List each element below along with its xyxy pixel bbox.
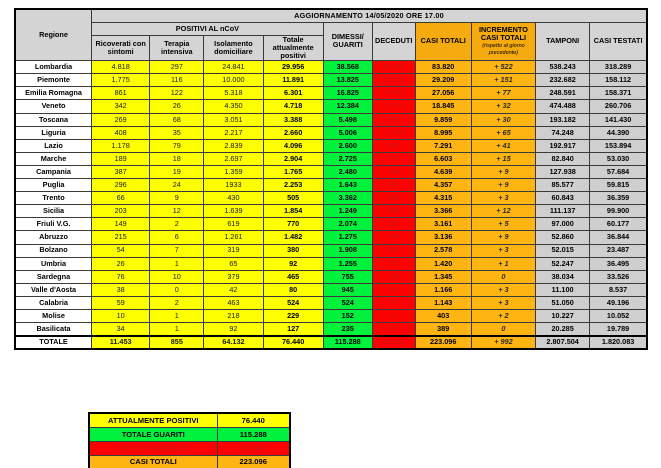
cell-incremento: + 2 — [471, 309, 535, 322]
cell-ricoverati: 76 — [92, 270, 150, 283]
cell-ricoverati: 387 — [92, 165, 150, 178]
cell-ricoverati: 149 — [92, 218, 150, 231]
cell-casi-totali: 9.859 — [415, 113, 471, 126]
cell-incremento: + 30 — [471, 113, 535, 126]
cell-terapia: 0 — [150, 283, 204, 296]
cell-casi-testati: 36.495 — [590, 257, 647, 270]
cell-regione: TOTALE — [15, 336, 92, 349]
cell-totale-att: 2.904 — [263, 152, 323, 165]
cell-totale-att: 29.956 — [263, 61, 323, 74]
cell-casi-testati: 33.526 — [590, 270, 647, 283]
header-casi-totali: CASI TOTALI — [415, 22, 471, 61]
summary-label: TOTALE DECEDUTI — [89, 441, 217, 455]
cell-ricoverati: 203 — [92, 205, 150, 218]
cell-isolamento: 10.000 — [204, 74, 263, 87]
cell-deceduti: 1.743 — [372, 100, 415, 113]
cell-ricoverati: 38 — [92, 283, 150, 296]
cell-regione: Friuli V.G. — [15, 218, 92, 231]
cell-incremento: 0 — [471, 270, 535, 283]
cell-tamponi: 85.577 — [536, 179, 590, 192]
cell-dimessi: 16.825 — [323, 87, 372, 100]
table-row — [15, 126, 647, 139]
cell-tamponi: 192.917 — [536, 139, 590, 152]
cell-incremento: + 15 — [471, 152, 535, 165]
cell-incremento: + 9 — [471, 165, 535, 178]
table-row — [15, 309, 647, 322]
cell-dimessi: 5.498 — [323, 113, 372, 126]
summary-body — [89, 413, 290, 468]
cell-isolamento: 619 — [204, 218, 263, 231]
cell-dimessi: 2.725 — [323, 152, 372, 165]
summary-row — [89, 413, 290, 427]
cell-incremento: + 522 — [471, 61, 535, 74]
cell-dimessi: 524 — [323, 296, 372, 309]
cell-casi-testati: 44.390 — [590, 126, 647, 139]
cell-dimessi: 755 — [323, 270, 372, 283]
cell-totale-att: 4.718 — [263, 100, 323, 113]
cell-casi-testati: 19.789 — [590, 323, 647, 336]
cell-terapia: 6 — [150, 231, 204, 244]
cell-ricoverati: 215 — [92, 231, 150, 244]
cell-incremento: + 151 — [471, 74, 535, 87]
cell-incremento: + 3 — [471, 192, 535, 205]
header-ricoverati: Ricoverati con sintomi — [92, 35, 150, 61]
cell-incremento: + 65 — [471, 126, 535, 139]
cell-casi-testati: 57.684 — [590, 165, 647, 178]
cell-casi-totali: 389 — [415, 323, 471, 336]
cell-ricoverati: 4.818 — [92, 61, 150, 74]
cell-regione: Puglia — [15, 179, 92, 192]
cell-casi-totali: 1.166 — [415, 283, 471, 296]
cell-casi-totali: 8.995 — [415, 126, 471, 139]
cell-deceduti: 31.368 — [372, 336, 415, 349]
cell-tamponi: 2.807.504 — [536, 336, 590, 349]
table-row — [15, 231, 647, 244]
cell-casi-testati: 1.820.083 — [590, 336, 647, 349]
cell-dimessi: 152 — [323, 309, 372, 322]
cell-casi-totali: 3.366 — [415, 205, 471, 218]
cell-incremento: + 32 — [471, 100, 535, 113]
table-row — [15, 100, 647, 113]
table-row — [15, 179, 647, 192]
table-row-totale — [15, 336, 647, 349]
cell-terapia: 26 — [150, 100, 204, 113]
cell-tamponi: 248.591 — [536, 87, 590, 100]
table-row — [15, 296, 647, 309]
cell-dimessi: 5.006 — [323, 126, 372, 139]
cell-casi-totali: 27.056 — [415, 87, 471, 100]
table-row — [15, 270, 647, 283]
cell-casi-testati: 158.112 — [590, 74, 647, 87]
table-row — [15, 165, 647, 178]
cell-incremento: + 41 — [471, 139, 535, 152]
cell-isolamento: 2.697 — [204, 152, 263, 165]
table-header — [15, 9, 647, 61]
cell-tamponi: 127.938 — [536, 165, 590, 178]
cell-terapia: 116 — [150, 74, 204, 87]
cell-dimessi: 12.384 — [323, 100, 372, 113]
cell-tamponi: 11.100 — [536, 283, 590, 296]
cell-casi-testati: 23.487 — [590, 244, 647, 257]
cell-totale-att: 229 — [263, 309, 323, 322]
cell-casi-testati: 36.359 — [590, 192, 647, 205]
cell-ricoverati: 34 — [92, 323, 150, 336]
cell-ricoverati: 296 — [92, 179, 150, 192]
cell-tamponi: 10.227 — [536, 309, 590, 322]
cell-isolamento: 5.318 — [204, 87, 263, 100]
cell-totale-att: 92 — [263, 257, 323, 270]
cell-regione: Sicilia — [15, 205, 92, 218]
cell-regione: Umbria — [15, 257, 92, 270]
cell-totale-att: 127 — [263, 323, 323, 336]
table-row — [15, 283, 647, 296]
cell-ricoverati: 54 — [92, 244, 150, 257]
cell-incremento: 0 — [471, 323, 535, 336]
header-isolamento: Isolamento domiciliare — [204, 35, 263, 61]
table-row — [15, 152, 647, 165]
cell-regione: Lombardia — [15, 61, 92, 74]
table-row — [15, 244, 647, 257]
cell-terapia: 19 — [150, 165, 204, 178]
cell-tamponi: 82.840 — [536, 152, 590, 165]
cell-regione: Liguria — [15, 126, 92, 139]
table-row — [15, 61, 647, 74]
cell-ricoverati: 26 — [92, 257, 150, 270]
summary-box — [88, 412, 291, 468]
cell-isolamento: 463 — [204, 296, 263, 309]
cell-regione: Sardegna — [15, 270, 92, 283]
regional-covid-table — [14, 8, 648, 350]
cell-casi-totali: 223.096 — [415, 336, 471, 349]
cell-incremento: + 3 — [471, 296, 535, 309]
cell-tamponi: 193.182 — [536, 113, 590, 126]
cell-totale-att: 11.891 — [263, 74, 323, 87]
cell-casi-testati: 158.371 — [590, 87, 647, 100]
summary-label: ATTUALMENTE POSITIVI — [89, 413, 217, 427]
cell-isolamento: 3.051 — [204, 113, 263, 126]
cell-terapia: 122 — [150, 87, 204, 100]
cell-dimessi: 13.825 — [323, 74, 372, 87]
cell-deceduti: 595 — [372, 139, 415, 152]
cell-terapia: 24 — [150, 179, 204, 192]
cell-tamponi: 20.285 — [536, 323, 590, 336]
cell-terapia: 35 — [150, 126, 204, 139]
cell-isolamento: 4.350 — [204, 100, 263, 113]
table-row — [15, 257, 647, 270]
cell-terapia: 12 — [150, 205, 204, 218]
cell-casi-totali: 2.578 — [415, 244, 471, 257]
summary-value: 223.096 — [217, 455, 290, 468]
summary-value: 31.368 — [217, 441, 290, 455]
header-incremento-label: INCREMENTO CASI TOTALI — [478, 24, 528, 43]
table-row — [15, 205, 647, 218]
cell-regione: Campania — [15, 165, 92, 178]
cell-totale-att: 465 — [263, 270, 323, 283]
cell-terapia: 2 — [150, 218, 204, 231]
cell-ricoverati: 11.453 — [92, 336, 150, 349]
table-row — [15, 113, 647, 126]
cell-casi-testati: 153.894 — [590, 139, 647, 152]
table-row — [15, 74, 647, 87]
cell-casi-totali: 1.420 — [415, 257, 471, 270]
cell-deceduti: 3.493 — [372, 74, 415, 87]
cell-terapia: 10 — [150, 270, 204, 283]
cell-totale-att: 1.854 — [263, 205, 323, 218]
cell-casi-testati: 260.706 — [590, 100, 647, 113]
cell-casi-testati: 141.430 — [590, 113, 647, 126]
cell-casi-totali: 29.209 — [415, 74, 471, 87]
cell-totale-att: 505 — [263, 192, 323, 205]
cell-dimessi: 1.275 — [323, 231, 372, 244]
cell-tamponi: 52.247 — [536, 257, 590, 270]
cell-casi-testati: 49.196 — [590, 296, 647, 309]
cell-tamponi: 60.843 — [536, 192, 590, 205]
cell-isolamento: 218 — [204, 309, 263, 322]
cell-regione: Veneto — [15, 100, 92, 113]
cell-totale-att: 380 — [263, 244, 323, 257]
cell-isolamento: 2.217 — [204, 126, 263, 139]
header-dimessi-guariti: DIMESSI/ GUARITI — [323, 22, 372, 61]
cell-incremento: + 12 — [471, 205, 535, 218]
table-row — [15, 323, 647, 336]
cell-terapia: 7 — [150, 244, 204, 257]
cell-incremento: + 1 — [471, 257, 535, 270]
cell-ricoverati: 342 — [92, 100, 150, 113]
cell-isolamento: 319 — [204, 244, 263, 257]
cell-totale-att: 1.482 — [263, 231, 323, 244]
cell-casi-totali: 403 — [415, 309, 471, 322]
cell-dimessi: 1.643 — [323, 179, 372, 192]
cell-tamponi: 51.050 — [536, 296, 590, 309]
cell-totale-att: 6.301 — [263, 87, 323, 100]
cell-deceduti: 379 — [372, 231, 415, 244]
cell-dimessi: 2.074 — [323, 218, 372, 231]
cell-isolamento: 65 — [204, 257, 263, 270]
cell-dimessi: 235 — [323, 323, 372, 336]
cell-casi-totali: 4.357 — [415, 179, 471, 192]
cell-regione: Abruzzo — [15, 231, 92, 244]
cell-deceduti: 1.329 — [372, 126, 415, 139]
cell-totale-att: 1.765 — [263, 165, 323, 178]
cell-terapia: 68 — [150, 113, 204, 126]
cell-casi-totali: 1.345 — [415, 270, 471, 283]
cell-deceduti: 461 — [372, 179, 415, 192]
cell-totale-att: 524 — [263, 296, 323, 309]
cell-casi-totali: 18.845 — [415, 100, 471, 113]
cell-tamponi: 38.034 — [536, 270, 590, 283]
header-regione: Regione — [15, 9, 92, 61]
cell-totale-att: 4.096 — [263, 139, 323, 152]
table-body — [15, 61, 647, 349]
summary-row — [89, 427, 290, 441]
cell-dimessi: 1.255 — [323, 257, 372, 270]
cell-regione: Calabria — [15, 296, 92, 309]
cell-regione: Valle d'Aosta — [15, 283, 92, 296]
header-positivi-group: POSITIVI AL nCoV — [92, 22, 324, 35]
table-row — [15, 139, 647, 152]
table-row — [15, 87, 647, 100]
cell-totale-att: 76.440 — [263, 336, 323, 349]
cell-deceduti: 73 — [372, 257, 415, 270]
cell-incremento: + 992 — [471, 336, 535, 349]
cell-terapia: 1 — [150, 323, 204, 336]
cell-ricoverati: 1.775 — [92, 74, 150, 87]
cell-dimessi: 1.908 — [323, 244, 372, 257]
cell-deceduti: 317 — [372, 218, 415, 231]
cell-totale-att: 3.388 — [263, 113, 323, 126]
cell-deceduti: 141 — [372, 283, 415, 296]
cell-deceduti: 3.930 — [372, 87, 415, 100]
cell-dimessi: 2.480 — [323, 165, 372, 178]
cell-dimessi: 115.288 — [323, 336, 372, 349]
cell-isolamento: 1.359 — [204, 165, 263, 178]
cell-casi-totali: 3.136 — [415, 231, 471, 244]
cell-casi-totali: 83.820 — [415, 61, 471, 74]
cell-deceduti: 95 — [372, 296, 415, 309]
cell-casi-testati: 59.815 — [590, 179, 647, 192]
header-incremento-note: (rispetto al giorno precedente) — [482, 43, 525, 57]
cell-terapia: 297 — [150, 61, 204, 74]
cell-dimessi: 1.249 — [323, 205, 372, 218]
cell-tamponi: 97.000 — [536, 218, 590, 231]
cell-deceduti: 15.296 — [372, 61, 415, 74]
cell-ricoverati: 861 — [92, 87, 150, 100]
header-terapia-intensiva: Terapia intensiva — [150, 35, 204, 61]
cell-incremento: + 3 — [471, 283, 535, 296]
cell-incremento: + 9 — [471, 179, 535, 192]
cell-ricoverati: 10 — [92, 309, 150, 322]
cell-dimessi: 2.600 — [323, 139, 372, 152]
cell-terapia: 855 — [150, 336, 204, 349]
cell-ricoverati: 1.178 — [92, 139, 150, 152]
cell-casi-testati: 318.289 — [590, 61, 647, 74]
header-casi-testati: CASI TESTATI — [590, 22, 647, 61]
cell-casi-testati: 60.177 — [590, 218, 647, 231]
cell-isolamento: 92 — [204, 323, 263, 336]
cell-casi-totali: 1.143 — [415, 296, 471, 309]
header-incremento — [471, 22, 535, 61]
cell-isolamento: 2.839 — [204, 139, 263, 152]
cell-casi-testati: 99.900 — [590, 205, 647, 218]
cell-totale-att: 80 — [263, 283, 323, 296]
cell-incremento: + 77 — [471, 87, 535, 100]
cell-regione: Basilicata — [15, 323, 92, 336]
header-tamponi: TAMPONI — [536, 22, 590, 61]
cell-regione: Molise — [15, 309, 92, 322]
cell-tamponi: 232.682 — [536, 74, 590, 87]
cell-casi-totali: 4.639 — [415, 165, 471, 178]
cell-deceduti: 974 — [372, 152, 415, 165]
cell-tamponi: 111.137 — [536, 205, 590, 218]
cell-deceduti: 290 — [372, 244, 415, 257]
cell-deceduti: 27 — [372, 323, 415, 336]
cell-isolamento: 24.841 — [204, 61, 263, 74]
cell-regione: Piemonte — [15, 74, 92, 87]
summary-value: 115.288 — [217, 427, 290, 441]
header-title: AGGIORNAMENTO 14/05/2020 ORE 17.00 — [92, 9, 647, 22]
cell-regione: Trento — [15, 192, 92, 205]
cell-deceduti: 22 — [372, 309, 415, 322]
cell-terapia: 2 — [150, 296, 204, 309]
cell-regione: Toscana — [15, 113, 92, 126]
cell-ricoverati: 189 — [92, 152, 150, 165]
cell-regione: Marche — [15, 152, 92, 165]
cell-incremento: + 5 — [471, 218, 535, 231]
cell-dimessi: 3.362 — [323, 192, 372, 205]
cell-isolamento: 42 — [204, 283, 263, 296]
cell-deceduti: 263 — [372, 205, 415, 218]
cell-ricoverati: 66 — [92, 192, 150, 205]
cell-isolamento: 64.132 — [204, 336, 263, 349]
cell-casi-testati: 10.052 — [590, 309, 647, 322]
cell-tamponi: 52.860 — [536, 231, 590, 244]
cell-terapia: 9 — [150, 192, 204, 205]
cell-terapia: 18 — [150, 152, 204, 165]
cell-casi-testati: 8.537 — [590, 283, 647, 296]
cell-totale-att: 2.660 — [263, 126, 323, 139]
header-deceduti: DECEDUTI — [372, 22, 415, 61]
cell-incremento: + 9 — [471, 231, 535, 244]
cell-dimessi: 38.568 — [323, 61, 372, 74]
summary-row — [89, 441, 290, 455]
cell-deceduti: 973 — [372, 113, 415, 126]
cell-totale-att: 770 — [263, 218, 323, 231]
cell-casi-totali: 6.603 — [415, 152, 471, 165]
cell-deceduti: 125 — [372, 270, 415, 283]
cell-ricoverati: 269 — [92, 113, 150, 126]
cell-regione: Bolzano — [15, 244, 92, 257]
cell-ricoverati: 59 — [92, 296, 150, 309]
cell-isolamento: 430 — [204, 192, 263, 205]
summary-row — [89, 455, 290, 468]
cell-casi-totali: 3.161 — [415, 218, 471, 231]
cell-isolamento: 1.261 — [204, 231, 263, 244]
cell-isolamento: 379 — [204, 270, 263, 283]
cell-tamponi: 538.243 — [536, 61, 590, 74]
cell-incremento: + 3 — [471, 244, 535, 257]
cell-isolamento: 1933 — [204, 179, 263, 192]
cell-ricoverati: 408 — [92, 126, 150, 139]
summary-label: TOTALE GUARITI — [89, 427, 217, 441]
cell-casi-testati: 36.844 — [590, 231, 647, 244]
table-row — [15, 192, 647, 205]
summary-value: 76.440 — [217, 413, 290, 427]
header-totale-attualmente-positivi: Totale attualmente positivi — [263, 35, 323, 61]
cell-casi-testati: 53.030 — [590, 152, 647, 165]
cell-totale-att: 2.253 — [263, 179, 323, 192]
cell-terapia: 1 — [150, 257, 204, 270]
cell-terapia: 1 — [150, 309, 204, 322]
cell-deceduti: 448 — [372, 192, 415, 205]
cell-isolamento: 1.639 — [204, 205, 263, 218]
cell-regione: Emilia Romagna — [15, 87, 92, 100]
summary-label: CASI TOTALI — [89, 455, 217, 468]
covid-report-page — [0, 8, 661, 468]
cell-terapia: 79 — [150, 139, 204, 152]
cell-tamponi: 52.015 — [536, 244, 590, 257]
table-row — [15, 218, 647, 231]
cell-casi-totali: 4.315 — [415, 192, 471, 205]
cell-tamponi: 74.248 — [536, 126, 590, 139]
cell-regione: Lazio — [15, 139, 92, 152]
cell-deceduti: 394 — [372, 165, 415, 178]
cell-casi-totali: 7.291 — [415, 139, 471, 152]
cell-dimessi: 945 — [323, 283, 372, 296]
cell-tamponi: 474.488 — [536, 100, 590, 113]
